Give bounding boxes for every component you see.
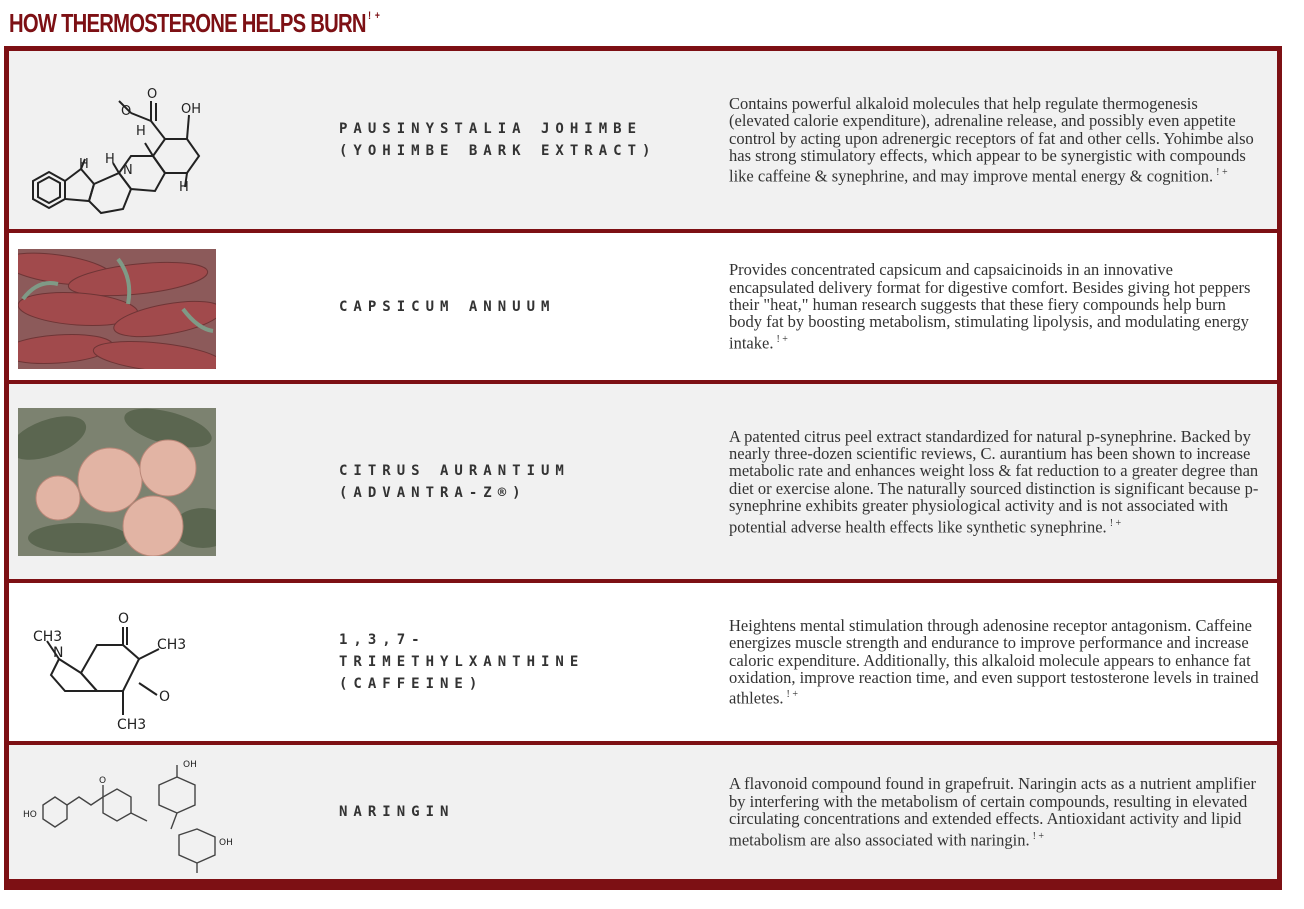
- ingredient-name-line: CITRUS AURANTIUM: [339, 462, 570, 479]
- h-label-1: H: [105, 152, 115, 167]
- yohimbine-structure-icon: [9, 51, 339, 229]
- oxygen-label-2: O: [159, 689, 171, 705]
- page-title-text: HOW THERMOSTERONE HELPS BURN: [9, 8, 366, 38]
- ingredient-name-line: (YOHIMBE BARK EXTRACT): [339, 143, 657, 159]
- description-text: A patented citrus peel extract standardized for natural p-synephrine. Backed by nearly three-dozen scientific reviews, C. aurantium has been shown to increase metabolic rate and enhances weight loss & fat reduction to a greater degree than diet or exercise alone. The naturally sourced distinction is significant because p-synephrine exhibits greater physiological activity and is not associated with potential adverse health effects like synthetic synephrine.: [729, 426, 1259, 537]
- title-footnote-marker: ! +: [368, 10, 381, 22]
- ingredient-name-line: CAPSICUM ANNUUM: [339, 298, 556, 315]
- ingredient-description: [729, 95, 1259, 186]
- ingredient-row-naringin: [9, 745, 1277, 879]
- caffeine-structure-drawing: [19, 583, 219, 741]
- yohimbine-structure-drawing: [19, 51, 249, 229]
- naringin-structure-drawing: [19, 745, 259, 879]
- footnote-marker: ! +: [776, 333, 788, 345]
- ingredient-name-line: 1,3,7-: [339, 632, 426, 648]
- ingredient-row-citrus: [9, 384, 1277, 579]
- ingredient-name: [339, 296, 729, 318]
- oxygen-label-1: O: [118, 611, 130, 627]
- ingredient-name-line: NARINGIN: [339, 804, 455, 820]
- description-text: Provides concentrated capsicum and capsaicinoids in an innovative encapsulated delivery format for digestive comfort. Besides giving hot peppers their "heat," human research suggests that these fiery compounds help burn body fat by boosting metabolism, stimulating lipolysis, and modulating energy intake.: [729, 260, 1251, 353]
- ingredient-description: [729, 617, 1259, 708]
- ingredient-name-line: PAUSINYSTALIA JOHIMBE: [339, 121, 643, 137]
- footnote-marker: ! +: [1109, 517, 1122, 529]
- bitter-orange-image: [18, 408, 216, 556]
- chili-peppers-photo: [9, 233, 339, 380]
- ch3-label-c: CH3: [117, 717, 147, 733]
- ingredient-name: [339, 629, 729, 695]
- ingredient-row-yohimbe: [9, 51, 1277, 229]
- hydroxyl-label: OH: [183, 760, 197, 770]
- nh-h-label: H: [79, 157, 89, 172]
- footnote-marker: ! +: [1216, 167, 1228, 179]
- ingredient-name: [339, 118, 729, 162]
- hydroxyl-label: OH: [181, 102, 202, 117]
- ingredient-row-caffeine: [9, 583, 1277, 741]
- methyl-o-label: O: [121, 104, 132, 119]
- description-text: Heightens mental stimulation through adenosine receptor antagonism. Caffeine energizes muscle strength and endurance to improve performance and increase caloric expenditure. Additionally, this alkaloid molecule appears to enhance fat oxidation, improve reaction time, and even support testosterone levels in trained athletes.: [729, 615, 1259, 708]
- ingredient-name: [339, 460, 729, 504]
- ingredient-name-line: (CAFFEINE): [339, 676, 484, 692]
- nitrogen-label: N: [123, 163, 133, 178]
- ingredient-row-capsicum: [9, 233, 1277, 380]
- ingredient-description: [729, 261, 1259, 352]
- hydroxyl-label: HO: [23, 810, 37, 820]
- naringin-structure-icon: [9, 745, 339, 879]
- oxygen-label: O: [99, 776, 107, 786]
- ingredient-description: [729, 775, 1259, 848]
- ingredient-name-line: TRIMETHYLXANTHINE: [339, 654, 585, 670]
- footnote-marker: ! +: [1032, 830, 1045, 842]
- h-label-2: H: [136, 124, 146, 139]
- ingredients-table: [4, 46, 1282, 890]
- footnote-marker: ! +: [786, 689, 799, 701]
- description-text: Contains powerful alkaloid molecules that help regulate thermogenesis (elevated calorie expenditure), adrenaline release, and possibly even appetite control by acting upon adrenergic receptors of fat and other cells. Yohimbe also has strong stimulatory effects, which appear to be synergistic with compounds like caffeine & synephrine, and may improve mental energy & cognition.: [729, 93, 1254, 186]
- ingredient-description: [729, 428, 1259, 536]
- ch3-label-a: CH3: [33, 629, 63, 645]
- h-label-3: H: [179, 180, 189, 195]
- chili-peppers-image: [18, 249, 216, 369]
- page-title: [9, 8, 381, 39]
- bitter-orange-photo: [9, 384, 339, 579]
- ch3-label-b: CH3: [157, 637, 187, 653]
- carbonyl-o-label: O: [147, 87, 158, 102]
- ingredient-name-line: (ADVANTRA-Z®): [339, 484, 527, 501]
- description-text: A flavonoid compound found in grapefruit. Naringin acts as a nutrient amplifier by interfering with the metabolism of certain compounds, resulting in elevated circulating concentrations and extended effects. Antioxidant activity and lipid metabolism are also associated with naringin.: [729, 774, 1256, 850]
- hydroxyl-label: OH: [219, 838, 233, 848]
- caffeine-structure-icon: [9, 583, 339, 741]
- ingredient-name: [339, 801, 729, 823]
- nitrogen-label: N: [53, 645, 64, 661]
